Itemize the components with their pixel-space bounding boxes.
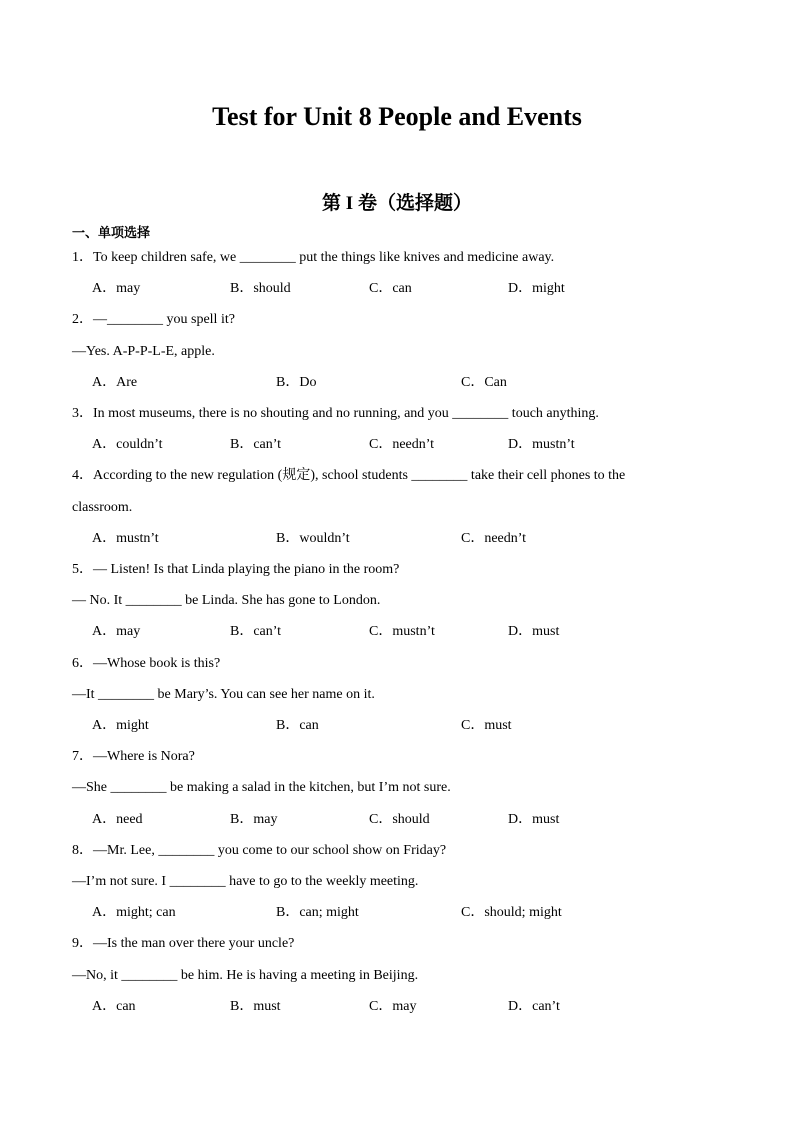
answer-option: D．might xyxy=(508,281,565,296)
answer-option: C．needn’t xyxy=(461,531,527,546)
question-line: —No, it ________ be him. He is having a meeting in Beijing. xyxy=(72,968,419,983)
question-line: —It ________ be Mary’s. You can see her name on it. xyxy=(72,687,375,702)
answer-option: B．can xyxy=(276,718,319,733)
question-line: 8．—Mr. Lee, ________ you come to our school show on Friday? xyxy=(72,843,447,858)
answer-option: C．should xyxy=(369,812,430,827)
answer-option: B．may xyxy=(230,812,278,827)
answer-option: B．can’t xyxy=(230,624,282,639)
answer-option: C．must xyxy=(461,718,512,733)
question-line: —Yes. A-P-P-L-E, apple. xyxy=(72,344,215,359)
answer-option: A．may xyxy=(92,281,141,296)
answer-option: A．Are xyxy=(92,375,138,390)
answer-option: B．wouldn’t xyxy=(276,531,350,546)
question-line: classroom. xyxy=(72,500,133,515)
question-line: —She ________ be making a salad in the kitchen, but I’m not sure. xyxy=(72,780,451,795)
question-line: 6．—Whose book is this? xyxy=(72,656,221,671)
answer-option: B．can; might xyxy=(276,905,359,920)
answer-option: A．need xyxy=(92,812,143,827)
section-title: 第 I 卷（选择题） xyxy=(322,193,472,214)
answer-option: B．can’t xyxy=(230,437,282,452)
question-line: 2．—________ you spell it? xyxy=(72,312,235,327)
answer-option: A．might xyxy=(92,718,149,733)
answer-option: A．mustn’t xyxy=(92,531,159,546)
question-line: — No. It ________ be Linda. She has gone to London. xyxy=(72,593,381,608)
answer-option: D．can’t xyxy=(508,999,560,1014)
answer-option: C．mustn’t xyxy=(369,624,435,639)
question-line: 7．—Where is Nora? xyxy=(72,749,195,764)
question-line: 5．— Listen! Is that Linda playing the piano in the room? xyxy=(72,562,400,577)
answer-option: D．must xyxy=(508,812,560,827)
answer-option: A．might; can xyxy=(92,905,176,920)
answer-option: C．may xyxy=(369,999,417,1014)
answer-option: A．may xyxy=(92,624,141,639)
answer-option: C．should; might xyxy=(461,905,562,920)
answer-option: B．must xyxy=(230,999,281,1014)
answer-option: C．Can xyxy=(461,375,507,390)
page-title: Test for Unit 8 People and Events xyxy=(212,102,582,131)
answer-option: C．can xyxy=(369,281,412,296)
part-heading: 一、单项选择 xyxy=(72,226,151,241)
answer-option: B．Do xyxy=(276,375,317,390)
answer-option: D．mustn’t xyxy=(508,437,575,452)
question-line: —I’m not sure. I ________ have to go to the weekly meeting. xyxy=(72,874,419,889)
question-line: 3．In most museums, there is no shouting and no running, and you ________ touch anything. xyxy=(72,406,599,421)
answer-option: A．can xyxy=(92,999,136,1014)
answer-option: B．should xyxy=(230,281,291,296)
answer-option: A．couldn’t xyxy=(92,437,163,452)
answer-option: D．must xyxy=(508,624,560,639)
question-line: 1．To keep children safe, we ________ put the things like knives and medicine away. xyxy=(72,250,555,265)
answer-option: C．needn’t xyxy=(369,437,435,452)
question-line: 9．—Is the man over there your uncle? xyxy=(72,936,295,951)
question-line: 4．According to the new regulation (规定), school students ________ take their cell phones to the xyxy=(72,468,626,483)
